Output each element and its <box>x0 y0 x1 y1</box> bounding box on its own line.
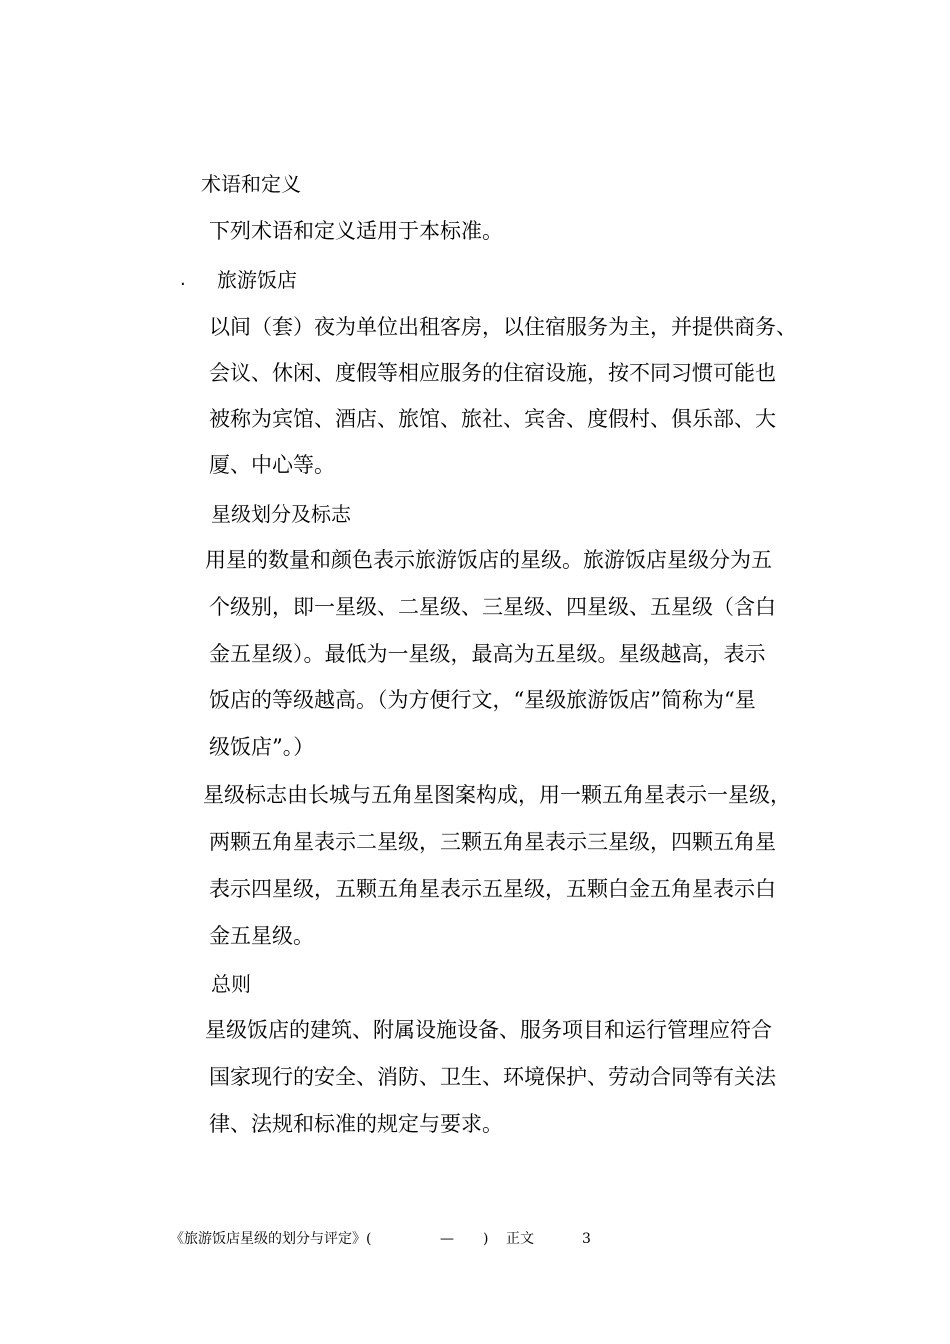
paragraph-line: 会议、休闲、度假等相应服务的住宿设施，按不同习惯可能也 <box>209 361 776 385</box>
section-heading-terms: 术语和定义 <box>201 172 301 196</box>
section-heading-general: 总则 <box>211 972 251 996</box>
paragraph-line: 星级饭店的建筑、附属设施设备、服务项目和运行管理应符合 <box>205 1018 772 1042</box>
footer-doc-title: 《旅游饭店星级的划分与评定》( <box>170 1231 372 1247</box>
terms-intro-text: 下列术语和定义适用于本标准。 <box>209 219 503 243</box>
paragraph-line: 星级标志由长城与五角星图案构成，用一颗五角星表示一星级， <box>203 783 791 807</box>
list-bullet: . <box>180 269 186 290</box>
footer-page-number: 3 <box>582 1231 591 1247</box>
paragraph-line: 两颗五角星表示二星级，三颗五角星表示三星级，四颗五角星 <box>209 830 776 854</box>
paragraph-line: 级饭店”。） <box>209 735 315 759</box>
footer-section-label: 正文 <box>506 1231 534 1247</box>
paragraph-line: 被称为宾馆、酒店、旅馆、旅社、宾舍、度假村、俱乐部、大 <box>209 407 776 431</box>
paragraph-line: 国家现行的安全、消防、卫生、环境保护、劳动合同等有关法 <box>209 1065 776 1089</box>
paragraph-line: 个级别，即一星级、二星级、三星级、四星级、五星级（含白 <box>209 595 776 619</box>
paragraph-line: 金五星级）。最低为一星级，最高为五星级。星级越高，表示 <box>209 642 766 666</box>
paragraph-line: 表示四星级，五颗五角星表示五星级，五颗白金五角星表示白 <box>209 877 776 901</box>
paragraph-line: 饭店的等级越高。（为方便行文，“星级旅游饭店”简称为“星 <box>209 688 756 712</box>
paragraph-line: 用星的数量和颜色表示旅游饭店的星级。旅游饭店星级分为五 <box>205 548 772 572</box>
footer-close-paren: ) <box>483 1231 489 1247</box>
paragraph-line: 律、法规和标准的规定与要求。 <box>209 1112 503 1136</box>
paragraph-line: 以间（套）夜为单位出租客房，以住宿服务为主，并提供商务、 <box>209 315 797 339</box>
footer-dash: — <box>440 1231 454 1247</box>
section-heading-star-rating: 星级划分及标志 <box>211 502 351 526</box>
paragraph-line: 厦、中心等。 <box>209 453 335 477</box>
paragraph-line: 金五星级。 <box>209 924 314 948</box>
section-heading-hotel: 旅游饭店 <box>217 268 297 292</box>
